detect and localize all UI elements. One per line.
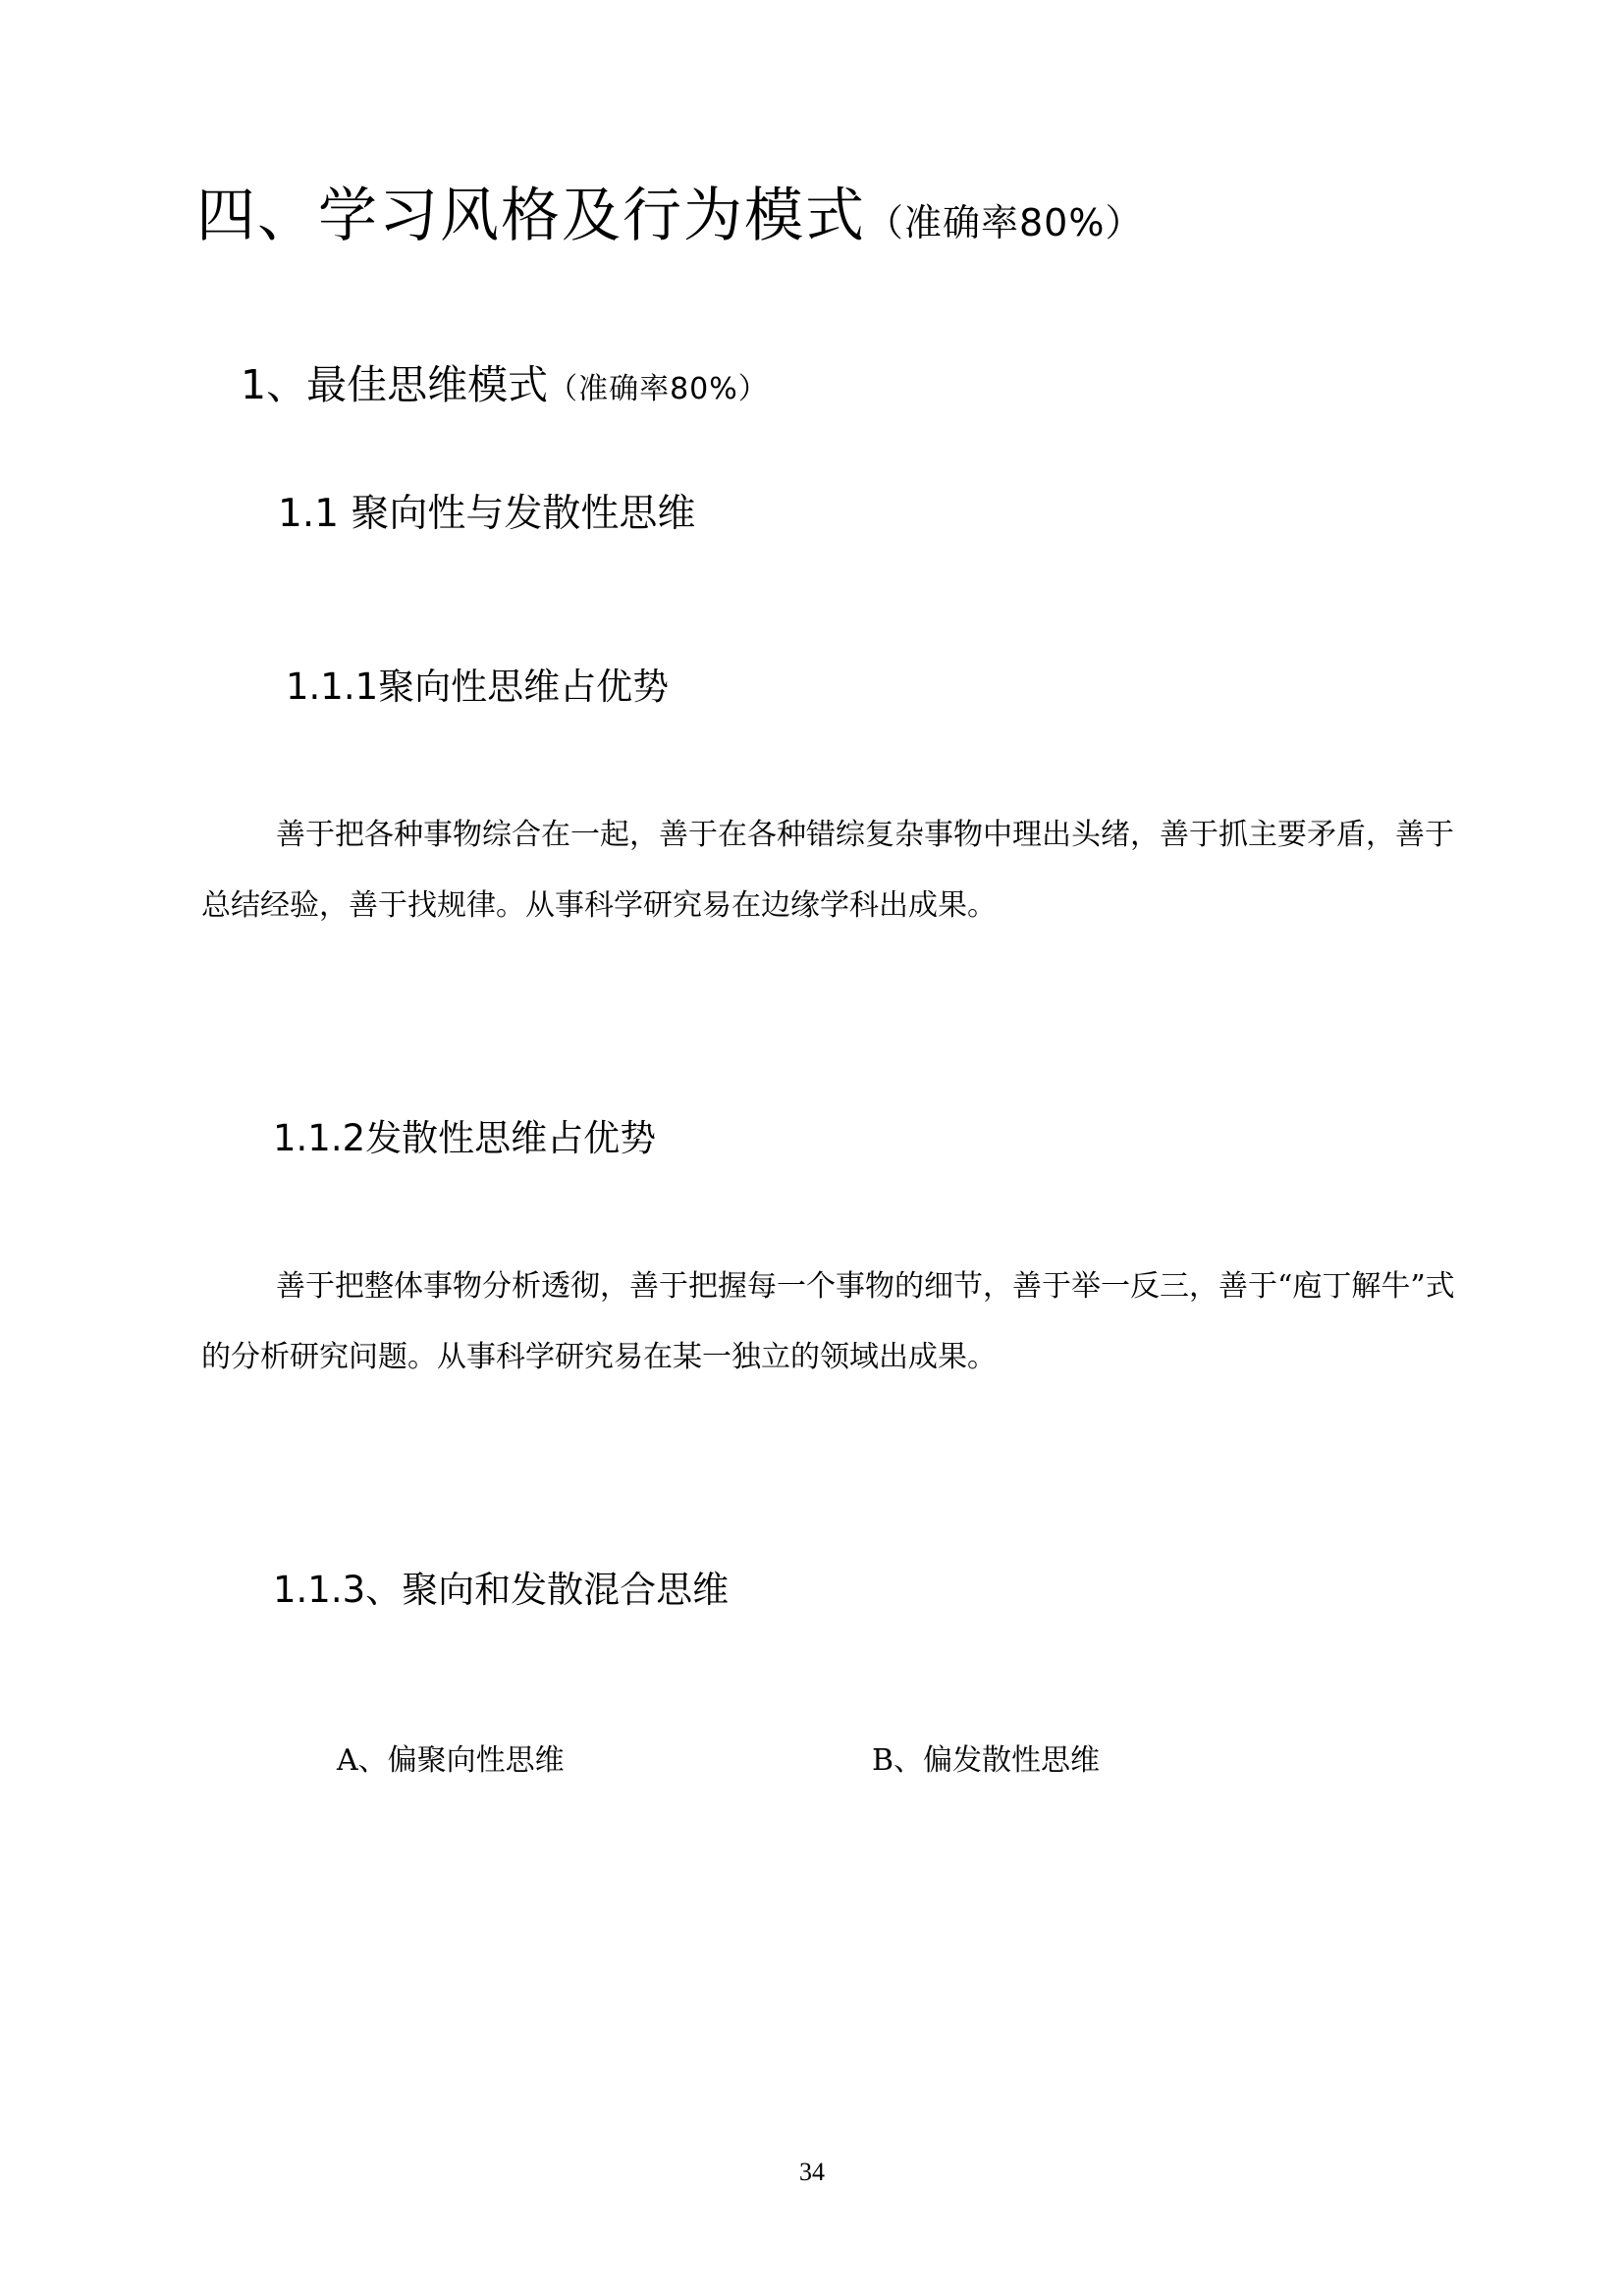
option-convergent-leaning: A、偏聚向性思维	[337, 1743, 565, 1778]
chapter-title-text: 四、学习风格及行为模式	[196, 182, 866, 250]
section-title	[241, 355, 769, 419]
heading-mixed-thinking: 1.1.3、聚向和发散混合思维	[273, 1569, 730, 1611]
heading-divergent-thinking: 1.1.2发散性思维占优势	[273, 1117, 657, 1159]
heading-convergent-thinking: 1.1.1聚向性思维占优势	[286, 666, 670, 708]
subsection-title: 1.1 聚向性与发散性思维	[278, 492, 696, 536]
paragraph-divergent-thinking: 善于把整体事物分析透彻，善于把握每一个事物的细节，善于举一反三，善于“庖丁解牛”式的分析研究问题。从事科学研究易在某一独立的领域出成果。	[201, 1269, 1455, 1374]
chapter-accuracy-note: （准确率80%）	[866, 201, 1144, 244]
option-divergent-leaning: B、偏发散性思维	[872, 1743, 1101, 1778]
paragraph-convergent-thinking: 善于把各种事物综合在一起，善于在各种错综复杂事物中理出头绪，善于抓主要矛盾，善于总结经验，善于找规律。从事科学研究易在边缘学科出成果。	[201, 818, 1454, 923]
section-title-text: 1、最佳思维模式	[241, 361, 549, 408]
chapter-title	[196, 177, 1143, 262]
section-accuracy-note: （准确率80%）	[548, 372, 769, 406]
page-number: 34	[799, 2158, 825, 2186]
